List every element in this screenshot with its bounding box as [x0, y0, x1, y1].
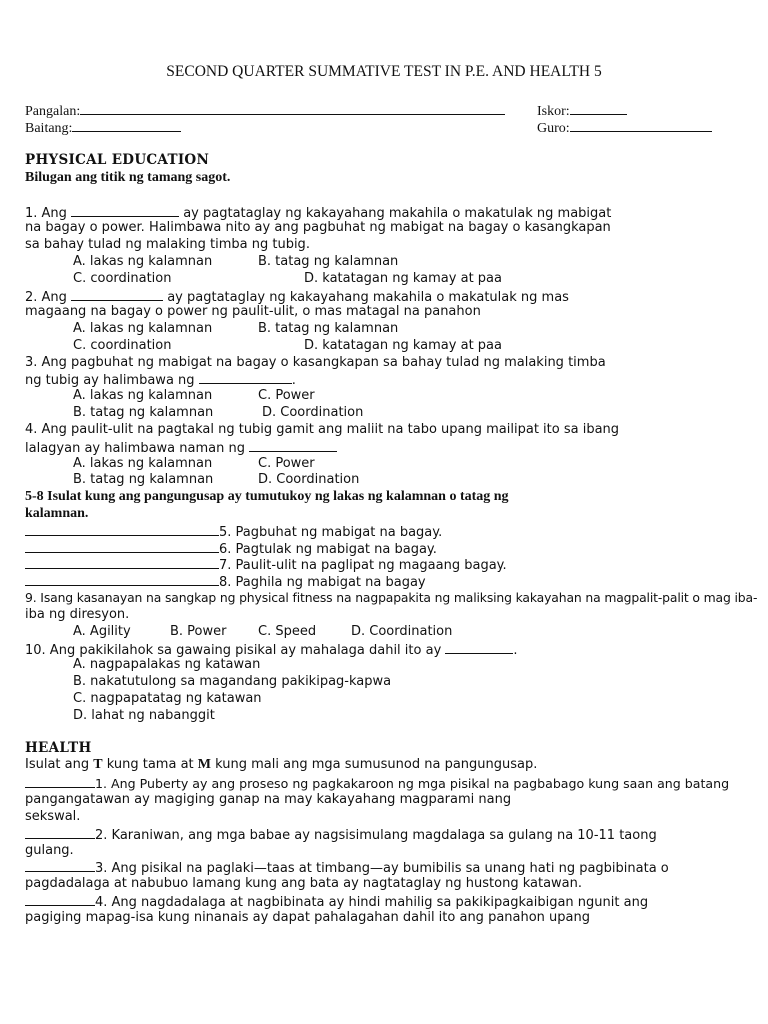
- item-5-blank[interactable]: [25, 523, 219, 536]
- q3-option-b[interactable]: B. tatag ng kalamnan: [73, 405, 214, 420]
- item-7: [25, 556, 507, 574]
- q4-text: lalagyan ay halimbawa naman ng: [25, 441, 245, 456]
- q3-line2: [25, 371, 296, 389]
- item-7-blank[interactable]: [25, 556, 219, 569]
- q2-rest: ay pagtataglay ng kakayahang makahila o makatulak ng mas: [167, 290, 569, 305]
- health-instr-m: M: [197, 757, 211, 772]
- h2-line2: gulang.: [25, 843, 74, 858]
- q9-option-b[interactable]: B. Power: [170, 624, 227, 639]
- q1-option-b[interactable]: B. tatag ng kalamnan: [258, 254, 399, 269]
- q3-option-d[interactable]: D. Coordination: [262, 405, 364, 420]
- pangalan-blank[interactable]: [80, 102, 505, 115]
- q2-option-a[interactable]: A. lakas ng kalamnan: [73, 321, 213, 336]
- q1-line3: sa bahay tulad ng malaking timba ng tubig.: [25, 237, 310, 252]
- h1-line1: [25, 775, 729, 792]
- baitang-blank[interactable]: [72, 119, 181, 132]
- q2-option-c[interactable]: C. coordination: [73, 338, 172, 353]
- q10-text: 10. Ang pakikilahok sa gawaing pisikal ay mahalaga dahil ito ay: [25, 643, 442, 658]
- h1-line3: sekswal.: [25, 809, 81, 824]
- h4-line2: pagiging mapag-isa kung ninanais ay dapat pahalagahan dahil ito ang panahon upang: [25, 910, 591, 925]
- item-5: [25, 523, 442, 541]
- h2-blank[interactable]: [25, 826, 95, 839]
- q4-option-b[interactable]: B. tatag ng kalamnan: [73, 472, 214, 487]
- health-instr-pre: Isulat ang: [25, 757, 90, 772]
- q1-blank[interactable]: [71, 204, 179, 217]
- q2-line2: magaang na bagay o power ng paulit-ulit, o mas matagal na panahon: [25, 304, 481, 319]
- item-8-blank[interactable]: [25, 573, 219, 586]
- q4-option-d[interactable]: D. Coordination: [258, 472, 360, 487]
- h3-line1: [25, 859, 669, 877]
- q1-option-c[interactable]: C. coordination: [73, 271, 172, 286]
- q2-lead: 2. Ang: [25, 290, 67, 305]
- q10-option-a[interactable]: A. nagpapalakas ng katawan: [73, 657, 261, 672]
- q10-option-d[interactable]: D. lahat ng nabanggit: [73, 708, 215, 723]
- q9-line1: 9. Isang kasanayan na sangkap ng physical fitness na nagpapakita ng maliksing kakayahan na magpalit-palit o mag iba-: [25, 590, 758, 605]
- h2-line1: [25, 826, 657, 844]
- baitang-label: Baitang:: [25, 121, 73, 136]
- health-instr-post: kung mali ang mga sumusunod na pangungusap.: [215, 757, 538, 772]
- q2-blank[interactable]: [71, 288, 163, 301]
- item-8-text: 8. Paghila ng mabigat na bagay: [219, 575, 426, 590]
- iskor-blank[interactable]: [570, 102, 627, 115]
- part2-instruction-line1: 5-8 Isulat kung ang pangungusap ay tumutukoy ng lakas ng kalamnan o tatag ng: [25, 489, 509, 504]
- q3-option-a[interactable]: A. lakas ng kalamnan: [73, 388, 213, 403]
- h3-blank[interactable]: [25, 859, 95, 872]
- pangalan-label: Pangalan:: [25, 104, 81, 119]
- q3-line1: 3. Ang pagbuhat ng mabigat na bagay o kasangkapan sa bahay tulad ng malaking timba: [25, 355, 606, 370]
- page-title: SECOND QUARTER SUMMATIVE TEST IN P.E. AND HEALTH 5: [166, 63, 602, 80]
- q4-line2: [25, 439, 337, 457]
- q3-option-c[interactable]: C. Power: [258, 388, 315, 403]
- h1-blank[interactable]: [25, 775, 95, 788]
- pangalan-field: [25, 102, 505, 120]
- iskor-label: Iskor:: [537, 104, 570, 119]
- h2-text: 2. Karaniwan, ang mga babae ay nagsisimulang magdalaga sa gulang na 10-11 taong: [95, 828, 657, 843]
- baitang-field: [25, 119, 181, 137]
- q10-end: .: [513, 643, 518, 658]
- q4-line1: 4. Ang paulit-ulit na pagtakal ng tubig gamit ang maliit na tabo upang mailipat ito sa ibang: [25, 422, 620, 437]
- health-instr-t: T: [93, 757, 103, 772]
- pe-instruction: Bilugan ang titik ng tamang sagot.: [25, 170, 231, 185]
- q3-text: ng tubig ay halimbawa ng: [25, 373, 195, 388]
- q9-line2: iba ng diresyon.: [25, 607, 130, 622]
- q10-option-c[interactable]: C. nagpapatatag ng katawan: [73, 691, 262, 706]
- h3-line2: pagdadalaga at nabubuo lamang kung ang bata ay nagtataglay ng hustong katawan.: [25, 876, 583, 891]
- q4-option-c[interactable]: C. Power: [258, 456, 315, 471]
- q2-option-d[interactable]: D. katatagan ng kamay at paa: [304, 338, 502, 353]
- iskor-field: [537, 102, 627, 120]
- health-instruction: [25, 757, 537, 773]
- q1-option-d[interactable]: D. katatagan ng kamay at paa: [304, 271, 502, 286]
- q3-blank[interactable]: [199, 371, 292, 384]
- q4-blank[interactable]: [249, 439, 337, 452]
- h4-line1: [25, 893, 648, 911]
- q9-option-d[interactable]: D. Coordination: [351, 624, 453, 639]
- item-8: [25, 573, 426, 591]
- q2-option-b[interactable]: B. tatag ng kalamnan: [258, 321, 399, 336]
- q9-option-c[interactable]: C. Speed: [258, 624, 317, 639]
- health-instr-mid: kung tama at: [106, 757, 194, 772]
- item-6-blank[interactable]: [25, 540, 219, 553]
- guro-blank[interactable]: [570, 119, 712, 132]
- h3-text: 3. Ang pisikal na paglaki—taas at timbang—ay bumibilis sa unang hati ng pagbibinata o: [95, 861, 669, 876]
- h1-text: 1. Ang Puberty ay ang proseso ng pagkakaroon ng mga pisikal na pagbabago kung saan ang batang: [95, 776, 730, 791]
- q1-line2: na bagay o power. Halimbawa nito ay ang pagbuhat ng mabigat na bagay o kasangkapan: [25, 220, 611, 235]
- item-7-text: 7. Paulit-ulit na paglipat ng magaang bagay.: [219, 558, 507, 573]
- q10-blank[interactable]: [445, 641, 513, 654]
- q1-lead: 1. Ang: [25, 206, 67, 221]
- q1-option-a[interactable]: A. lakas ng kalamnan: [73, 254, 213, 269]
- h1-line2: pangangatawan ay magiging ganap na may kakayahang magparami nang: [25, 792, 512, 807]
- q1-rest: ay pagtataglay ng kakayahang makahila o makatulak ng mabigat: [183, 206, 612, 221]
- h4-blank[interactable]: [25, 893, 95, 906]
- item-6-text: 6. Pagtulak ng mabigat na bagay.: [219, 542, 437, 557]
- guro-label: Guro:: [537, 121, 570, 136]
- health-heading: HEALTH: [25, 740, 92, 756]
- q4-option-a[interactable]: A. lakas ng kalamnan: [73, 456, 213, 471]
- item-5-text: 5. Pagbuhat ng mabigat na bagay.: [219, 525, 443, 540]
- h4-text: 4. Ang nagdadalaga at nagbibinata ay hindi mahilig sa pakikipagkaibigan ngunit ang: [95, 895, 649, 910]
- pe-heading: PHYSICAL EDUCATION: [25, 152, 210, 168]
- guro-field: [537, 119, 712, 137]
- part2-instruction-line2: kalamnan.: [25, 506, 89, 521]
- q3-end: .: [291, 373, 296, 388]
- q10-option-b[interactable]: B. nakatutulong sa magandang pakikipag-kapwa: [73, 674, 392, 689]
- q9-option-a[interactable]: A. Agility: [73, 624, 131, 639]
